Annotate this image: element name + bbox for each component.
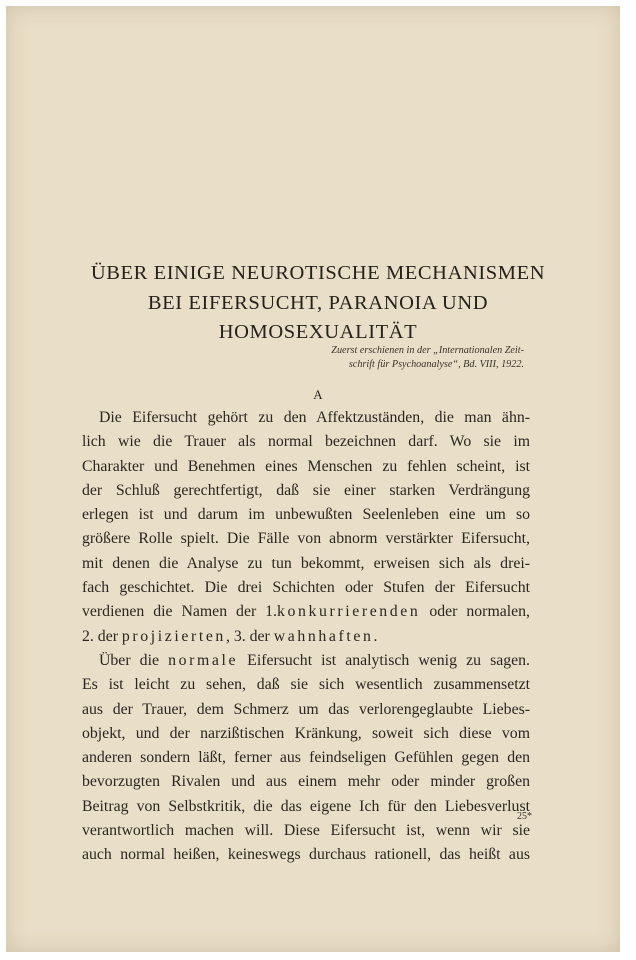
title-line: ÜBER EINIGE NEUROTISCHE MECHANISMEN — [90, 262, 546, 284]
text-line: 2. der projizierten, 3. der wahnhaften. — [82, 627, 378, 645]
spaced-term: normale — [168, 651, 239, 669]
source-note-line: schrift für Psychoanalyse“, Bd. VIII, 1922. — [348, 359, 524, 370]
spaced-term: wahnhaften — [273, 627, 374, 645]
text-line: fach geschichtet. Die drei Schichten oder Stufen der Eifersucht — [82, 579, 530, 597]
source-note-line: Zuerst erschienen in der „Internationalen Zeit- — [331, 345, 524, 356]
spaced-term: konkurrierenden — [277, 603, 421, 621]
text-line: Es ist leicht zu sehen, daß sie sich wesentlich zusammensetzt — [82, 676, 530, 694]
text-line: der Schluß gerechtfertigt, daß sie einer starken Verdrängung — [82, 481, 530, 499]
text-line: Beitrag von Selbstkritik, die das eigene Ich für den Liebesverlust — [82, 797, 530, 815]
text-line: Über die normale Eifersucht ist analytisch wenig zu sagen. — [99, 651, 530, 669]
page-number: 25* — [517, 811, 532, 822]
source-note — [331, 344, 524, 372]
body-text — [82, 406, 530, 868]
text-line: Die Eifersucht gehört zu den Affektzuständen, die man ähn- — [99, 409, 530, 426]
text-line: Charakter und Benehmen eines Menschen zu fehlen scheint, ist — [82, 457, 530, 475]
text-line: mit denen die Analyse zu tun bekommt, erweisen sich als drei- — [82, 554, 530, 572]
text-line: verdienen die Namen der 1.konkurrierenden oder normalen, — [82, 603, 530, 621]
section-heading: A — [313, 387, 323, 402]
text-line: anderen sondern läßt, ferner aus feindseligen Gefühlen gegen den — [82, 749, 530, 767]
text-line: auch normal heißen, keineswegs durchaus rationell, das heißt aus — [82, 846, 530, 864]
text-line: aus der Trauer, dem Schmerz um das verlorengeglaubte Liebes- — [82, 700, 530, 718]
text-line: größere Rolle spielt. Die Fälle von abnorm verstärkter Eifersucht, — [82, 530, 530, 548]
title-line: BEI EIFERSUCHT, PARANOIA UND — [147, 291, 489, 314]
chapter-title — [0, 259, 636, 348]
text-line: bevorzugten Rivalen und aus einem mehr oder minder großen — [82, 773, 530, 791]
text-line: lich wie die Trauer als normal bezeichnen darf. Wo sie im — [82, 433, 530, 451]
text-line: verantwortlich machen will. Diese Eifersucht ist, wenn wir sie — [82, 822, 530, 840]
text-line: objekt, und der narzißtischen Kränkung, soweit sich diese vom — [82, 724, 530, 742]
spaced-term: projizierten — [121, 627, 226, 645]
text-line: erlegen ist und darum im unbewußten Seelenleben eine um so — [82, 506, 530, 524]
title-line: HOMOSEXUALITÄT — [218, 321, 418, 343]
